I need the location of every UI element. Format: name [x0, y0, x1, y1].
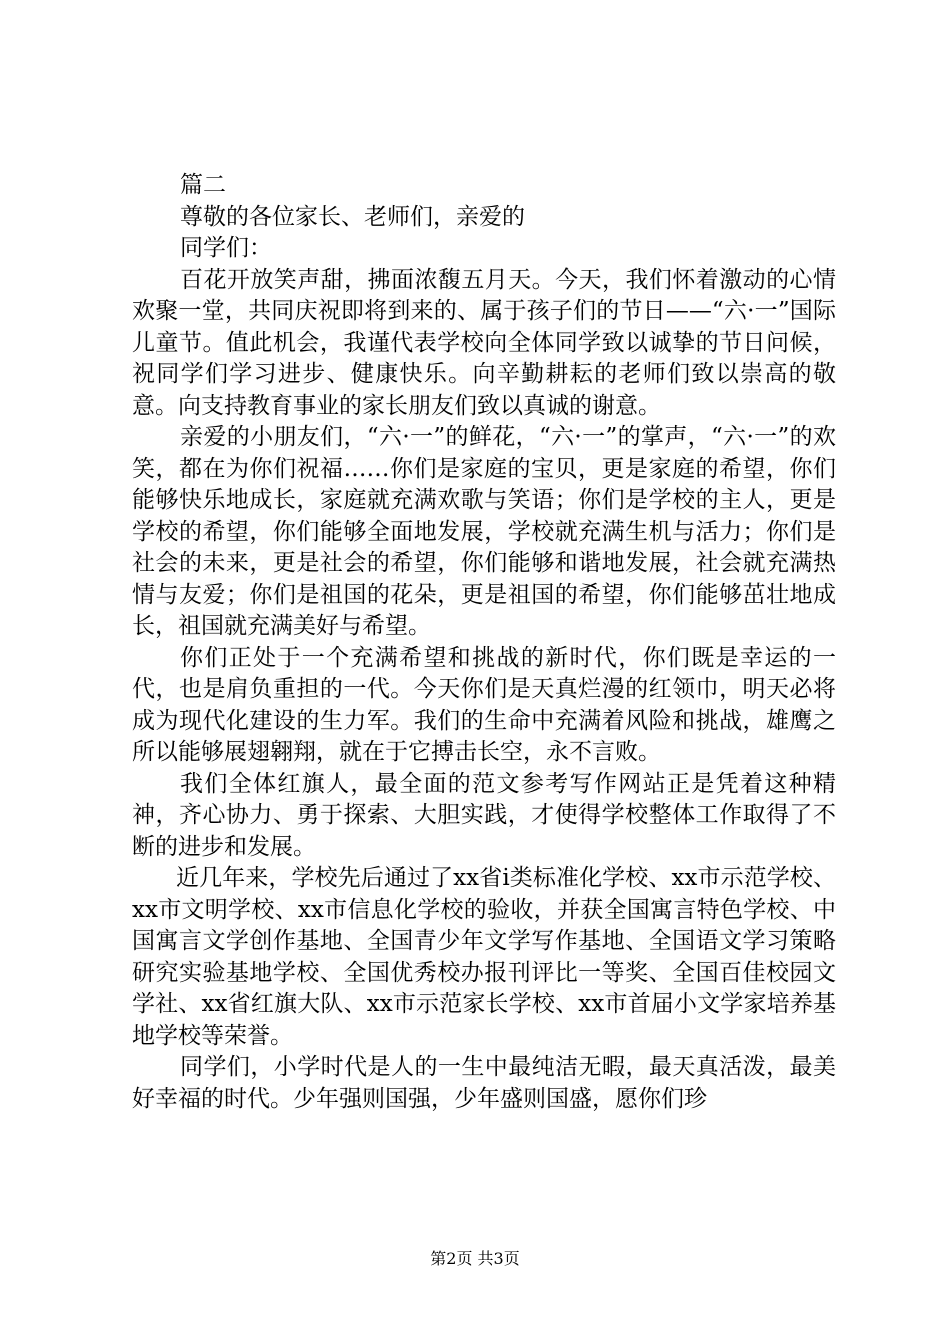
document-body: [132, 170, 836, 1115]
paragraph-4: 我们全体红旗人，最全面的范文参考写作网站正是凭着这种精神，齐心协力、勇于探索、大胆实践，才使得学校整体工作取得了不断的进步和发展。: [132, 770, 836, 860]
paragraph-1: 百花开放笑声甜，拂面浓馥五月天。今天，我们怀着激动的心情欢聚一堂，共同庆祝即将到来的、属于孩子们的节日——“六·一”国际儿童节。值此机会，我谨代表学校向全体同学致以诚挚的节日问候，祝同学们学习进步、健康快乐。向辛勤耕耘的老师们致以崇高的敬意。向支持教育事业的家长朋友们致以真诚的谢意。: [132, 266, 836, 419]
salutation-line-1: 尊敬的各位家长、老师们，亲爱的: [180, 203, 525, 230]
page-number-footer: 第2页 共3页: [430, 1249, 520, 1268]
paragraph-3: 你们正处于一个充满希望和挑战的新时代，你们既是幸运的一代，也是肩负重担的一代。今天你们是天真烂漫的红领巾，明天必将成为现代化建设的生力军。我们的生命中充满着风险和挑战，雄鹰之所以能够展翅翱翔，就在于它搏击长空，永不言败。: [132, 644, 836, 765]
paragraph-6: 同学们，小学时代是人的一生中最纯洁无暇，最天真活泼，最美好幸福的时代。少年强则国强，少年盛则国盛，愿你们珍: [132, 1054, 836, 1112]
salutation-line-2: 同学们：: [180, 235, 272, 261]
paragraph-5: 近几年来，学校先后通过了xx省i类标准化学校、xx市示范学校、xx市文明学校、xx市信息化学校的验收，并获全国寓言特色学校、中国寓言文学创作基地、全国青少年文学写作基地、全国语文学习策略研究实验基地学校、全国优秀校办报刊评比一等奖、全国百佳校园文学社、xx省红旗大队、xx市示范家长学校、xx市首届小文学家培养基地学校等荣誉。: [132, 865, 836, 1049]
section-heading: 篇二: [180, 172, 226, 198]
paragraph-2: 亲爱的小朋友们，“六·一”的鲜花，“六·一”的掌声，“六·一”的欢笑，都在为你们祝福……你们是家庭的宝贝，更是家庭的希望，你们能够快乐地成长，家庭就充满欢歌与笑语；你们是学校的主人，更是学校的希望，你们能够全面地发展，学校就充满生机与活力；你们是社会的未来，更是社会的希望，你们能够和谐地发展，社会就充满热情与友爱；你们是祖国的花朵，更是祖国的希望，你们能够茁壮地成长，祖国就充满美好与希望。: [132, 424, 836, 639]
